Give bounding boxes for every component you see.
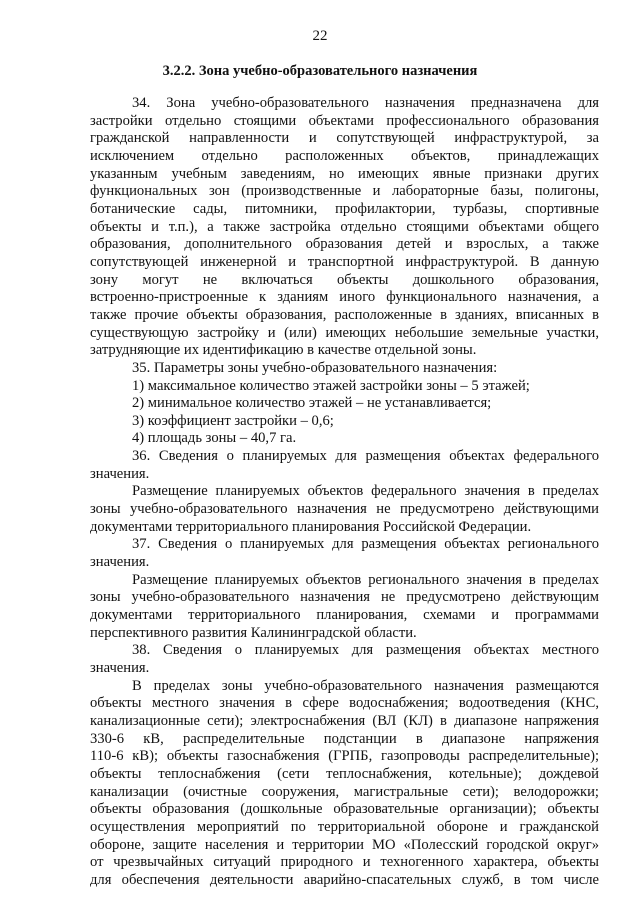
text-line: В пределах зоны учебно-образовательного назначения размещаются	[132, 677, 599, 694]
text-line: затрудняющие их идентификацию в качестве отдельной зоны.	[90, 342, 477, 359]
text-line: Размещение планируемых объектов регионального значения в пределах	[132, 571, 599, 588]
text-line: зону могут не включаться объекты дошкольного образования,	[90, 271, 599, 288]
text-line: от чрезвычайных ситуаций природного и техногенного характера, объекты	[90, 854, 599, 871]
text-line: осуществления мероприятий по территориальной обороне и гражданской	[90, 818, 599, 835]
text-line: Размещение планируемых объектов федерального значения в пределах	[132, 483, 599, 500]
text-line: гражданской направленности и сопутствующей инфраструктурой, за	[90, 130, 599, 147]
text-line: также прочие объекты образования, расположенные в зданиях, вписанных в	[90, 306, 599, 323]
text-line: образования, дополнительного образования детей и взрослых, а также	[90, 236, 599, 253]
document-body	[90, 95, 599, 890]
text-line: значения.	[90, 554, 150, 571]
text-line: 38. Сведения о планируемых для размещения объектах местного	[132, 642, 599, 659]
text-line: сопутствующей инженерной и транспортной инфраструктурой. В данную	[90, 253, 599, 270]
text-line: объекты и т.п.), а также застройка отдельно стоящими объектами общего	[90, 218, 599, 235]
text-line: существующую застройку и (или) имеющих небольшие земельные участки,	[90, 324, 599, 341]
text-line: 37. Сведения о планируемых для размещения объектах регионального	[132, 536, 599, 553]
page-number: 22	[312, 28, 328, 44]
text-line: объекты местного значения в сфере водоснабжения; водоотведения (КНС,	[90, 695, 599, 712]
text-line: для обеспечения деятельности аварийно-спасательных служб, в том числе	[90, 871, 599, 888]
text-line: канализации (очистные сооружения, магистральные сети); велодорожки;	[90, 783, 599, 800]
text-line: 1) максимальное количество этажей застройки зоны – 5 этажей;	[132, 377, 530, 394]
text-line: обороне, защите населения и территории МО «Полесский городской округ»	[90, 836, 599, 853]
text-line: указанным учебным заведениям, но имеющих явные признаки других	[90, 165, 599, 182]
text-line: 34. Зона учебно-образовательного назначения предназначена для	[132, 95, 599, 111]
text-line: встроенно-пристроенные к зданиям иного функционального назначения, а	[90, 289, 599, 306]
text-line: перспективного развития Калининградской области.	[90, 624, 417, 641]
text-line: функциональных зон (производственные и лабораторные базы, полигоны,	[90, 183, 599, 200]
text-line: 330-6 кВ, распределительные подстанции в диапазоне напряжения	[90, 730, 599, 747]
text-line: документами территориального планирования, схемами и программами	[90, 607, 599, 624]
text-line: 4) площадь зоны – 40,7 га.	[132, 430, 297, 447]
text-line: объекты образования (дошкольные образовательные организации); объекты	[90, 801, 599, 818]
text-line: 35. Параметры зоны учебно-образовательного назначения:	[132, 359, 498, 376]
text-line: 36. Сведения о планируемых для размещения объектах федерального	[132, 448, 599, 465]
text-line: значения.	[90, 465, 150, 482]
text-line: застройки отдельно стоящими объектами профессионального образования	[90, 112, 599, 129]
text-line: 2) минимальное количество этажей – не устанавливается;	[132, 395, 492, 412]
section-heading: 3.2.2. Зона учебно-образовательного назначения	[162, 63, 478, 79]
text-line: зоны учебно-образовательного назначения не предусмотрено действующим	[90, 589, 599, 606]
text-line: документами территориального планирования Российской Федерации.	[90, 518, 532, 535]
text-line: значения.	[90, 660, 150, 676]
text-line: канализационные сети); электроснабжения (ВЛ (КЛ) в диапазоне напряжения	[90, 712, 599, 729]
text-line: объекты теплоснабжения (сети теплоснабжения, котельные); дождевой	[90, 765, 599, 782]
text-line: зоны учебно-образовательного назначения не предусмотрено действующими	[90, 501, 599, 518]
text-line: ботанические сады, питомники, профилактории, турбазы, спортивные	[90, 200, 599, 217]
text-line: исключением отдельно расположенных объектов, принадлежащих	[90, 147, 599, 164]
text-line: 3) коэффициент застройки – 0,6;	[132, 412, 334, 429]
text-line: 110-6 кВ); объекты газоснабжения (ГРПБ, газопроводы распределительные);	[90, 748, 599, 765]
